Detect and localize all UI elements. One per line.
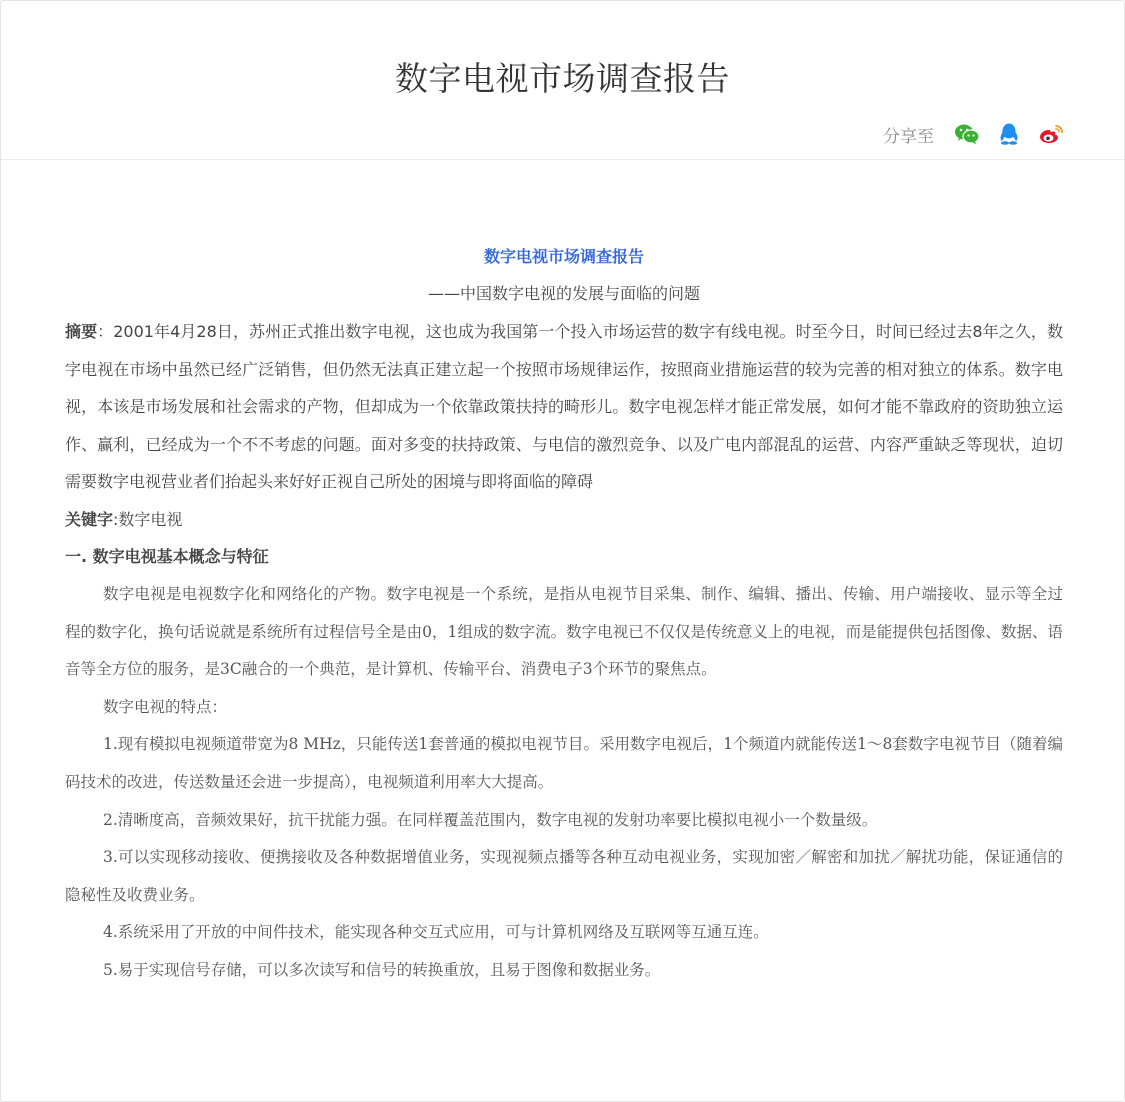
share-bar bbox=[883, 121, 1064, 147]
share-label: 分享至 bbox=[883, 126, 934, 147]
qq-icon[interactable] bbox=[996, 121, 1022, 147]
article-header bbox=[1, 1, 1124, 160]
feature-item: 3.可以实现移动接收、便携接收及各种数据增值业务，实现视频点播等各种互动电视业务，实现加密／解密和加扰／解扰功能，保证通信的隐秘性及收费业务。 bbox=[65, 848, 1063, 904]
abstract-paragraph bbox=[65, 313, 1063, 501]
section-heading: 一. 数字电视基本概念与特征 bbox=[65, 547, 269, 566]
keywords-label: 关键字 bbox=[65, 509, 114, 529]
weibo-icon[interactable] bbox=[1038, 121, 1064, 147]
page-title: 数字电视市场调查报告 bbox=[395, 59, 730, 98]
wechat-icon[interactable] bbox=[954, 121, 980, 147]
feature-item: 5.易于实现信号存储，可以多次读写和信号的转换重放，且易于图像和数据业务。 bbox=[103, 960, 661, 979]
section-paragraph: 数字电视是电视数字化和网络化的产物。数字电视是一个系统，是指从电视节目采集、制作、编辑、播出、传输、用户端接收、显示等全过程的数字化，换句话说就是系统所有过程信号全是由0，1组成的数字流。数字电视已不仅仅是传统意义上的电视，而是能提供包括图像、数据、语音等全方位的服务，是3C融合的一个典范，是计算机、传输平台、消费电子3个环节的聚焦点。 bbox=[65, 585, 1063, 679]
feature-item: 1.现有模拟电视频道带宽为8 MHz，只能传送1套普通的模拟电视节目。采用数字电视后，1个频道内就能传送1～8套数字电视节目（随着编码技术的改进，传送数量还会进一步提高），电视频道利用率大大提高。 bbox=[65, 735, 1063, 791]
abstract-text: ：2001年4月28日，苏州正式推出数字电视，这也成为我国第一个投入市场运营的数字有线电视。时至今日，时间已经过去8年之久，数字电视在市场中虽然已经广泛销售，但仍然无法真正建立起一个按照市场规律运作，按照商业措施运营的较为完善的相对独立的体系。数字电视，本该是市场发展和社会需求的产物，但却成为一个依靠政策扶持的畸形儿。数字电视怎样才能正常发展，如何才能不靠政府的资助独立运作、赢利，已经成为一个不不考虑的问题。面对多变的扶持政策、与电信的激烈竞争、以及广电内部混乱的运营、内容严重缺乏等现状，迫切需要数字电视营业者们抬起头来好好正视自己所处的困境与即将面临的障碍 bbox=[65, 322, 1063, 491]
article-body bbox=[65, 239, 1063, 990]
feature-item: 4.系统采用了开放的中间件技术，能实现各种交互式应用，可与计算机网络及互联网等互通互连。 bbox=[103, 923, 769, 942]
keywords-text: :数字电视 bbox=[113, 509, 183, 529]
features-intro: 数字电视的特点： bbox=[103, 697, 228, 716]
document-subtitle: ——中国数字电视的发展与面临的问题 bbox=[427, 284, 700, 303]
feature-item: 2.清晰度高，音频效果好，抗干扰能力强。在同样覆盖范围内，数字电视的发射功率要比模拟电视小一个数量级。 bbox=[103, 810, 878, 829]
keywords-line bbox=[65, 501, 1063, 539]
abstract-label: 摘要 bbox=[65, 322, 98, 341]
document-title: 数字电视市场调查报告 bbox=[483, 247, 644, 266]
